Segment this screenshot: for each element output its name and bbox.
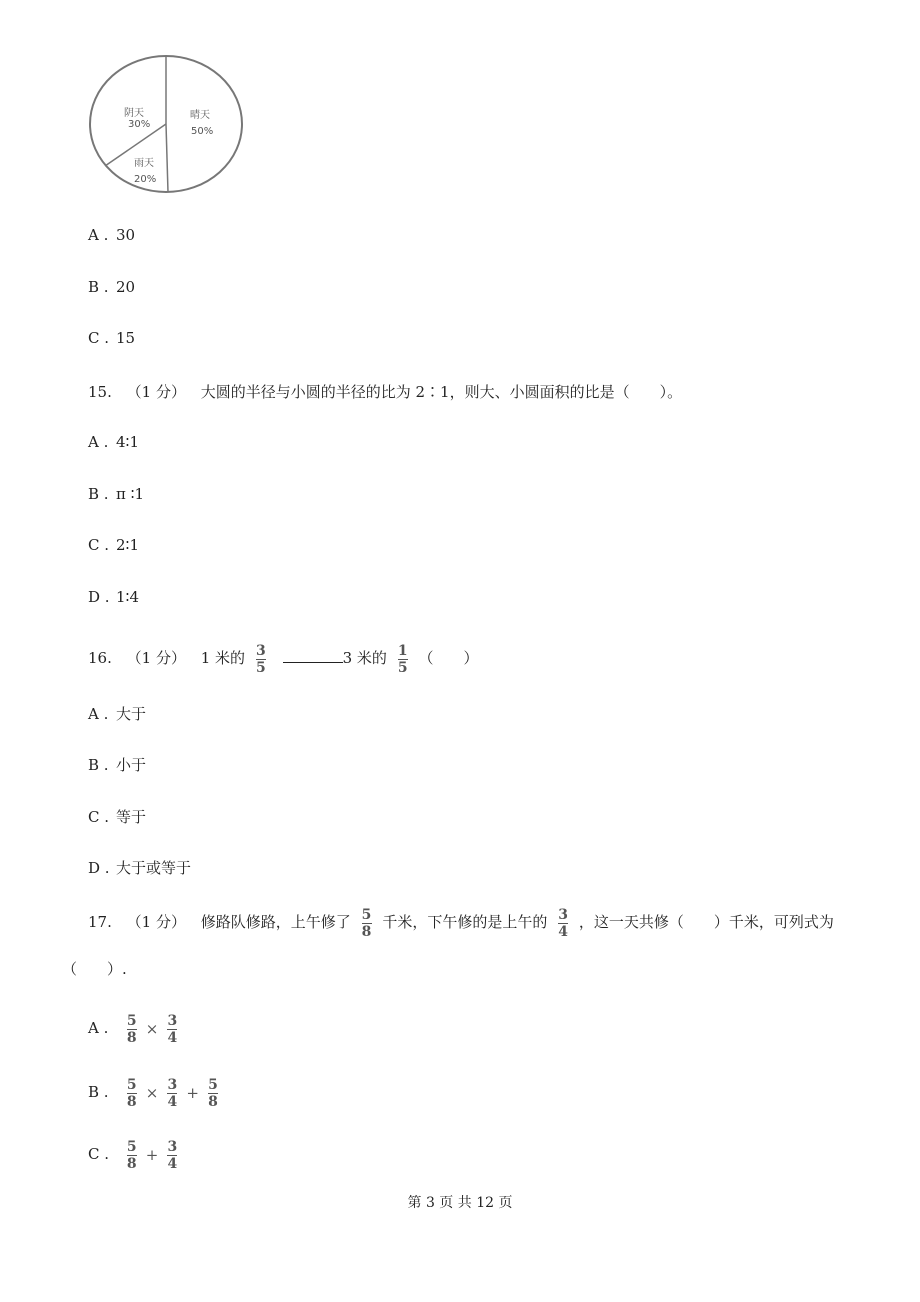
fraction-5-8	[362, 908, 372, 939]
fraction-numerator: 3	[167, 1076, 178, 1093]
page-footer: 第 3 页 共 12 页	[407, 1195, 513, 1211]
option-text: 大于	[116, 705, 147, 723]
option-letter: B .	[88, 756, 109, 774]
pie-slice-percent-rainy: 20%	[134, 174, 157, 185]
option-letter: A .	[88, 226, 109, 244]
option-letter: B .	[88, 1083, 109, 1101]
q15-option-a[interactable]	[88, 433, 139, 451]
option-text: 大于或等于	[116, 859, 192, 877]
question-text-part2: 千米，下午修的是上午的	[382, 913, 548, 931]
fraction-3-4	[167, 1140, 177, 1171]
q16-question	[88, 640, 479, 676]
answer-blank[interactable]	[283, 661, 343, 663]
fraction-5-8	[127, 1140, 137, 1171]
fraction-numerator: 3	[558, 906, 568, 923]
fraction-denominator: 8	[208, 1093, 218, 1110]
fraction-numerator: 5	[126, 1012, 137, 1029]
option-letter: A .	[88, 1019, 109, 1037]
question-text-part1: 1 米的	[200, 649, 246, 667]
fraction-numerator: 3	[255, 642, 266, 659]
q14-option-a[interactable]	[88, 226, 135, 244]
q15-option-b[interactable]	[88, 485, 144, 503]
fraction-3-4	[167, 1078, 177, 1109]
option-text: 15	[116, 329, 136, 347]
fraction-5-8	[127, 1014, 137, 1045]
pie-slice-percent-sunny: 50%	[191, 126, 214, 137]
q17-question	[88, 904, 834, 940]
question-text-part3: （ ）	[418, 649, 479, 667]
question-score: （1 分）	[126, 913, 186, 931]
times-sign: ×	[145, 1084, 159, 1102]
pie-slice-percent-cloudy: 30%	[128, 119, 151, 130]
option-text: 小于	[116, 756, 147, 774]
fraction-numerator: 3	[167, 1138, 178, 1155]
option-letter: B .	[88, 485, 109, 503]
option-letter: D .	[88, 588, 110, 606]
fraction-3-4	[558, 908, 568, 939]
option-letter: B .	[88, 278, 109, 296]
fraction-denominator: 4	[167, 1155, 178, 1172]
q15-option-d[interactable]	[88, 588, 139, 606]
question-text-part2: 3 米的	[342, 649, 387, 667]
option-letter: C .	[88, 1145, 110, 1163]
q17-option-c[interactable]	[88, 1134, 183, 1175]
pie-slice-label-sunny: 晴天	[190, 110, 210, 121]
fraction-numerator: 5	[126, 1076, 137, 1093]
option-letter: A .	[88, 705, 109, 723]
fraction-denominator: 8	[126, 1093, 137, 1110]
fraction-denominator: 8	[126, 1155, 137, 1172]
q16-option-c[interactable]	[88, 806, 146, 827]
option-letter: D .	[88, 859, 110, 877]
weather-pie-chart	[88, 54, 248, 196]
fraction-denominator: 5	[397, 659, 408, 676]
q17-option-a[interactable]	[88, 1008, 183, 1049]
option-letter: C .	[88, 329, 110, 347]
fraction-5-8	[127, 1078, 137, 1109]
question-score: （1 分）	[126, 649, 186, 667]
fraction-denominator: 4	[167, 1029, 178, 1046]
fraction-3-5	[256, 644, 266, 675]
question-text: 大圆的半径与小圆的半径的比为 2∶1，则大、小圆面积的比是（ ）。	[200, 383, 683, 401]
q17-option-b[interactable]	[88, 1072, 224, 1113]
fraction-denominator: 4	[167, 1093, 178, 1110]
fraction-3-4	[167, 1014, 177, 1045]
question-text-part3: ，这一天共修（ ）千米，可列式为	[578, 913, 834, 931]
pie-slice-label-cloudy: 阴天	[124, 108, 144, 119]
fraction-numerator: 5	[208, 1076, 218, 1093]
option-text: 1∶4	[116, 588, 139, 606]
q17-question-line2: （ ）.	[62, 960, 127, 978]
q15-option-c[interactable]	[88, 536, 139, 554]
fraction-denominator: 8	[126, 1029, 137, 1046]
q15-question	[88, 381, 682, 402]
option-text: 20	[116, 278, 136, 296]
times-sign: ×	[145, 1020, 159, 1038]
plus-sign: +	[145, 1146, 159, 1164]
option-text: 等于	[116, 808, 147, 826]
question-number: 16.	[88, 649, 112, 667]
question-text-part1: 修路队修路，上午修了	[200, 913, 351, 931]
fraction-denominator: 4	[558, 923, 568, 940]
q16-option-a[interactable]	[88, 703, 146, 724]
q16-option-b[interactable]	[88, 754, 146, 775]
question-score: （1 分）	[126, 383, 186, 401]
question-number: 15.	[88, 383, 112, 401]
option-text: π ∶1	[116, 485, 145, 503]
q14-option-c[interactable]	[88, 329, 135, 347]
fraction-numerator: 5	[126, 1138, 137, 1155]
option-letter: C .	[88, 536, 110, 554]
pie-slice-label-rainy: 雨天	[134, 158, 154, 169]
q16-option-d[interactable]	[88, 857, 191, 878]
q14-option-b[interactable]	[88, 278, 135, 296]
fraction-numerator: 5	[361, 906, 372, 923]
question-number: 17.	[88, 913, 112, 931]
option-text: 30	[116, 226, 136, 244]
fraction-numerator: 1	[397, 642, 408, 659]
fraction-denominator: 5	[255, 659, 266, 676]
fraction-1-5	[398, 644, 408, 675]
fraction-5-8	[208, 1078, 218, 1109]
fraction-numerator: 3	[167, 1012, 178, 1029]
option-text: 2∶1	[116, 536, 139, 554]
option-letter: C .	[88, 808, 110, 826]
plus-sign: +	[186, 1084, 199, 1102]
option-text: 4∶1	[116, 433, 139, 451]
fraction-denominator: 8	[361, 923, 372, 940]
option-letter: A .	[88, 433, 109, 451]
